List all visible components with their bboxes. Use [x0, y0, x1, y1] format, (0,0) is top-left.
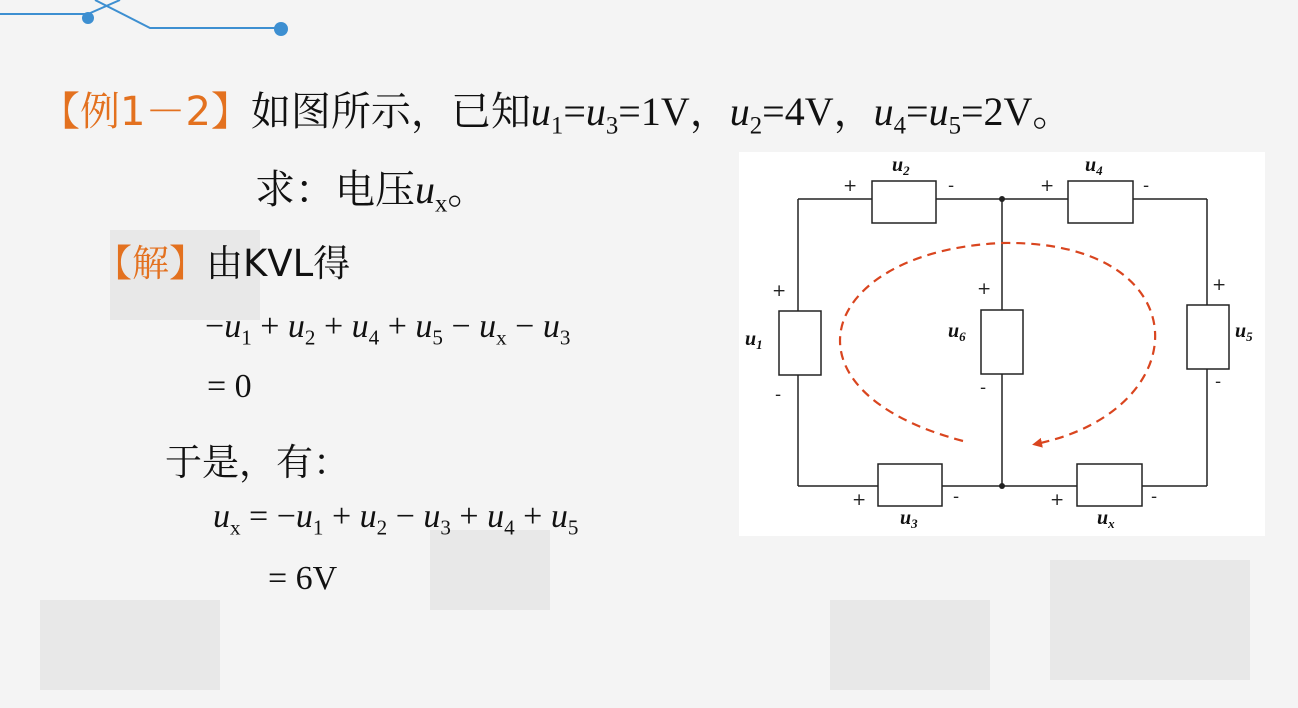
- var-u5: u: [928, 89, 949, 134]
- sub: 5: [432, 325, 443, 350]
- equals: =: [563, 89, 586, 134]
- var: u: [295, 498, 313, 535]
- sub: x: [496, 325, 507, 350]
- problem-statement: [40, 80, 1072, 141]
- sub: 2: [376, 515, 388, 540]
- resistor-u4: [1068, 181, 1133, 223]
- label-u6: $u_6$: [948, 320, 966, 344]
- sub: 5: [567, 515, 579, 540]
- var-u4: u: [873, 89, 894, 134]
- resistor-u1: [779, 311, 821, 375]
- result-equation-line2: = 6V: [268, 560, 338, 597]
- sub: 4: [368, 325, 380, 350]
- polarity-plus: +: [852, 490, 867, 510]
- op: −: [387, 498, 424, 535]
- example-tag: 【例1－2】: [40, 89, 251, 135]
- problem-prefix: 如图所示，已知: [250, 89, 531, 135]
- polarity-plus: +: [1040, 176, 1055, 196]
- op: −: [506, 308, 543, 345]
- op: +: [323, 498, 360, 535]
- polarity-plus: +: [1212, 275, 1227, 295]
- background-tile: [1050, 560, 1250, 680]
- label-u4: $u_4$: [1085, 154, 1103, 178]
- var: u: [542, 308, 560, 345]
- solution-heading: [95, 233, 350, 287]
- op: +: [315, 308, 352, 345]
- var: u: [351, 308, 369, 345]
- polarity-plus: +: [1050, 490, 1065, 510]
- var: u: [423, 498, 441, 535]
- separator: ，: [689, 89, 730, 135]
- question-suffix: 。: [447, 167, 488, 213]
- label-u3: $u_3$: [900, 507, 918, 531]
- background-tile: [830, 600, 990, 690]
- var: u: [224, 308, 242, 345]
- op: = −: [240, 498, 296, 535]
- var-u3: u: [585, 89, 606, 134]
- var: u: [359, 498, 377, 535]
- op: −: [442, 308, 480, 345]
- var-u1: u: [530, 89, 551, 134]
- var: u: [550, 498, 568, 535]
- solution-tag: 【解】: [95, 242, 206, 285]
- sub-4: 4: [893, 112, 906, 140]
- var: u: [287, 308, 305, 345]
- junction-dot: [999, 196, 1005, 202]
- kvl-equation-line2: = 0: [207, 368, 252, 405]
- resistor-u6: [981, 310, 1023, 374]
- op: +: [514, 498, 551, 535]
- sub-3: 3: [605, 112, 619, 140]
- resistor-u2: [872, 181, 936, 223]
- junction-dot: [999, 483, 1005, 489]
- result-equation-line1: [213, 498, 578, 540]
- var: u: [415, 308, 433, 345]
- var-ux: u: [415, 167, 435, 212]
- op: −: [205, 308, 225, 345]
- polarity-minus: -: [1215, 372, 1222, 392]
- sub: 1: [312, 515, 324, 540]
- therefore-text: 于是，有：: [165, 441, 350, 484]
- op: +: [379, 308, 416, 345]
- value-1v: =1V: [618, 89, 690, 134]
- op: +: [450, 498, 488, 535]
- var: u: [213, 498, 230, 535]
- label-ux: $u_x$: [1097, 507, 1115, 531]
- sub: x: [230, 515, 241, 540]
- resistor-u5: [1187, 305, 1229, 369]
- polarity-minus: -: [980, 378, 987, 398]
- sub: 3: [559, 325, 571, 350]
- background-tile: [40, 600, 220, 690]
- value-2v: =2V。: [960, 89, 1073, 134]
- header-decoration: [0, 0, 320, 60]
- resistor-ux: [1077, 464, 1142, 506]
- sub-1: 1: [550, 112, 564, 140]
- question: [255, 158, 487, 219]
- separator: ，: [833, 89, 874, 135]
- background-tile: [430, 530, 550, 610]
- kvl-equation-line1: [205, 308, 570, 350]
- polarity-minus: -: [1143, 176, 1150, 196]
- value-4v: =4V: [762, 89, 834, 134]
- polarity-plus: +: [772, 281, 787, 301]
- sub: 2: [304, 325, 316, 350]
- sub: 4: [504, 515, 515, 540]
- var: u: [487, 498, 505, 535]
- sub-x: x: [435, 190, 448, 218]
- polarity-minus: -: [948, 176, 955, 196]
- solution-intro: 由KVL得: [206, 242, 351, 285]
- polarity-plus: +: [843, 176, 858, 196]
- label-u1: $u_1$: [745, 328, 763, 352]
- polarity-plus: +: [977, 279, 992, 299]
- sub: 1: [241, 325, 252, 350]
- resistor-u3: [878, 464, 942, 506]
- polarity-minus: -: [775, 385, 782, 405]
- label-u2: $u_2$: [892, 154, 910, 178]
- sub: 3: [440, 515, 451, 540]
- question-prefix: 求：电压: [255, 167, 415, 213]
- equals: =: [906, 89, 929, 134]
- sub-5: 5: [948, 112, 961, 140]
- label-u5: $u_5$: [1235, 320, 1253, 344]
- var-u2: u: [729, 89, 750, 134]
- polarity-minus: -: [1151, 487, 1158, 507]
- var: u: [479, 308, 497, 345]
- polarity-minus: -: [953, 487, 960, 507]
- circuit-diagram: [739, 152, 1265, 536]
- sub-2: 2: [749, 112, 763, 140]
- op: +: [251, 308, 288, 345]
